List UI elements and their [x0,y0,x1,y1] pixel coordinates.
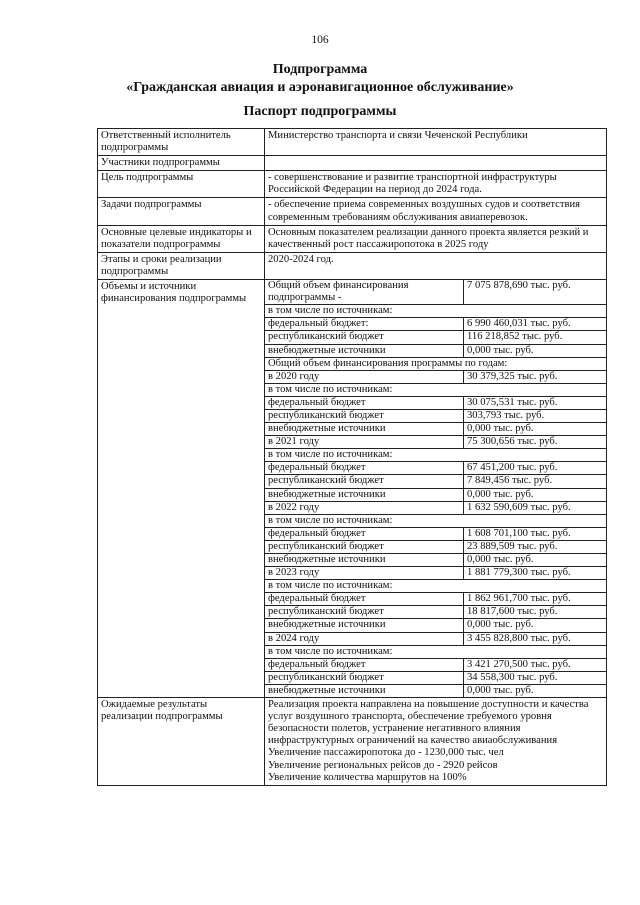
funding-item-label: внебюджетные источники [265,344,464,357]
row-stages [98,252,607,279]
funding-item-value: 1 632 590,609 тыс. руб. [464,501,607,514]
results-routes: Увеличение количества маршрутов на 100% [268,771,467,783]
funding-year-source-row [265,396,606,409]
page-title [0,61,640,97]
row-funding [98,280,607,698]
funding-year-row [265,370,606,383]
funding-item-label: внебюджетные источники [265,554,464,567]
funding-item-label: внебюджетные источники [265,619,464,632]
funding-item-label: республиканский бюджет [265,540,464,553]
funding-item-value: 0,000 тыс. руб. [464,554,607,567]
funding-item-value: 1 608 701,100 тыс. руб. [464,527,607,540]
row-tasks [98,198,607,225]
title-line-1: Подпрограмма [272,62,368,77]
funding-item-label: федеральный бюджет [265,593,464,606]
row-results [98,698,607,786]
participants-value [265,156,607,171]
funding-year-source-row [265,658,606,671]
funding-item-label: в 2024 году [265,632,464,645]
page-number: 106 [311,34,329,46]
stages-value: 2020-2024 год. [265,252,607,279]
results-passengers: Увеличение пассажиропотока до - 1230,000 тыс. чел [268,747,504,759]
funding-year-row [265,567,606,580]
funding-year-by-source-text: в том числе по источникам: [265,580,606,593]
funding-year-by-source-text: в том числе по источникам: [265,645,606,658]
funding-item-value: 0,000 тыс. руб. [464,488,607,501]
funding-year-source-row [265,423,606,436]
funding-table [265,280,606,697]
executor-value: Министерство транспорта и связи Чеченской Республики [265,129,607,156]
funding-item-label: республиканский бюджет [265,331,464,344]
funding-year-by-source-text: в том числе по источникам: [265,449,606,462]
funding-by-source [265,305,606,318]
participants-label: Участники подпрограммы [98,156,265,171]
funding-by-year [265,357,606,370]
funding-year-source-row [265,671,606,684]
funding-item-label: в 2021 году [265,436,464,449]
funding-source-row [265,331,606,344]
passport-heading: Паспорт подпрограммы [243,104,397,119]
funding-year-row [265,632,606,645]
results-label: Ожидаемые результаты реализации подпрограммы [98,698,265,786]
executor-label: Ответственный исполнитель подпрограммы [98,129,265,156]
funding-year-row [265,501,606,514]
funding-year-by-source [265,514,606,527]
funding-item-label: в 2020 году [265,370,464,383]
funding-label: Объемы и источники финансирования подпрограммы [98,280,265,698]
funding-item-label: республиканский бюджет [265,475,464,488]
funding-item-label: федеральный бюджет [265,396,464,409]
funding-item-value: 7 849,456 тыс. руб. [464,475,607,488]
funding-item-value: 0,000 тыс. руб. [464,344,607,357]
funding-item-label: внебюджетные источники [265,488,464,501]
funding-item-label: в 2023 году [265,567,464,580]
row-goal [98,171,607,198]
funding-item-label: федеральный бюджет [265,658,464,671]
funding-item-value: 30 379,325 тыс. руб. [464,370,607,383]
title-line-2: «Гражданская авиация и аэронавигационное обслуживание» [126,80,514,95]
funding-item-value: 0,000 тыс. руб. [467,684,534,696]
funding-year-by-source-text: в том числе по источникам: [265,383,606,396]
funding-year-source-row [265,409,606,422]
funding-year-source-row [265,462,606,475]
row-indicators [98,225,607,252]
funding-item-label: Общий объем финансирования подпрограммы - [265,280,464,305]
funding-year-source-row [265,619,606,632]
funding-year-by-source [265,580,606,593]
funding-item-label: республиканский бюджет [265,606,464,619]
indicators-value: Основным показателем реализации данного проекта является резкий и качественный рост пассажиропотока в 2025 году [265,225,607,252]
funding-item-value: 23 889,509 тыс. руб. [464,540,607,553]
funding-item-value: 30 075,531 тыс. руб. [464,396,607,409]
funding-year-source-row [265,554,606,567]
funding-item-value: 0,000 тыс. руб. [464,423,607,436]
funding-item-value: 6 990 460,031 тыс. руб. [464,318,607,331]
tasks-value: - обеспечение приема современных воздушных судов и соответствия современным требованиям обслуживания авиаперевозок. [265,198,607,225]
funding-item-value: 18 817,600 тыс. руб. [464,606,607,619]
funding-year-by-source [265,383,606,396]
funding-item-label: республиканский бюджет [265,409,464,422]
results-paragraph: Реализация проекта направлена на повышение доступности и качества услуг воздушного транспорта, обеспечение требуемого уровня безопасности полетов, устранение негативного влияния инфраструктурных ограничений на качество авиаобслуживания [268,699,589,747]
funding-cell [265,280,607,698]
funding-item-label: республиканский бюджет [265,671,464,684]
funding-year-source-row [265,606,606,619]
funding-item-value: 3 455 828,800 тыс. руб. [464,632,607,645]
results-flights: Увеличение региональных рейсов до - 2920 рейсов [268,759,498,771]
funding-by-year-text: Общий объем финансирования программы по годам: [265,357,606,370]
funding-year-source-row [265,540,606,553]
stages-label: Этапы и сроки реализации подпрограммы [98,252,265,279]
funding-item-label: федеральный бюджет: [265,318,464,331]
results-value [265,698,607,786]
funding-year-source-row [265,593,606,606]
funding-total-row [265,280,606,305]
row-participants [98,156,607,171]
funding-item-value: 116 218,852 тыс. руб. [464,331,607,344]
funding-item-value: 3 421 270,500 тыс. руб. [464,658,607,671]
funding-year-by-source-text: в том числе по источникам: [265,514,606,527]
funding-item-label: федеральный бюджет [265,462,464,475]
funding-year-by-source [265,449,606,462]
funding-year-by-source [265,645,606,658]
funding-item-value: 1 881 779,300 тыс. руб. [464,567,607,580]
funding-source-row [265,318,606,331]
indicators-label: Основные целевые индикаторы и показатели подпрограммы [98,225,265,252]
funding-item-value: 67 451,200 тыс. руб. [464,462,607,475]
funding-item-value: 75 300,656 тыс. руб. [464,436,607,449]
funding-item-value: 0,000 тыс. руб. [464,619,607,632]
tasks-label: Задачи подпрограммы [98,198,265,225]
goal-value: - совершенствование и развитие транспортной инфраструктуры Российской Федерации на период до 2024 года. [265,171,607,198]
funding-source-row [265,344,606,357]
funding-year-row [265,436,606,449]
funding-item-label: федеральный бюджет [265,527,464,540]
funding-item-label: в 2022 году [265,501,464,514]
funding-item-value: 7 075 878,690 тыс. руб. [464,280,607,305]
passport-table [97,128,607,786]
funding-item-value: 303,793 тыс. руб. [464,409,607,422]
goal-label: Цель подпрограммы [98,171,265,198]
funding-year-source-row [265,684,606,697]
funding-item-value: 34 558,300 тыс. руб. [464,671,607,684]
funding-year-source-row [265,488,606,501]
funding-item-value: 1 862 961,700 тыс. руб. [464,593,607,606]
funding-item-label: внебюджетные источники [265,423,464,436]
funding-item-label: внебюджетные источники [265,684,464,697]
funding-year-source-row [265,527,606,540]
row-executor [98,129,607,156]
funding-year-source-row [265,475,606,488]
funding-by-source-text: в том числе по источникам: [265,305,606,318]
